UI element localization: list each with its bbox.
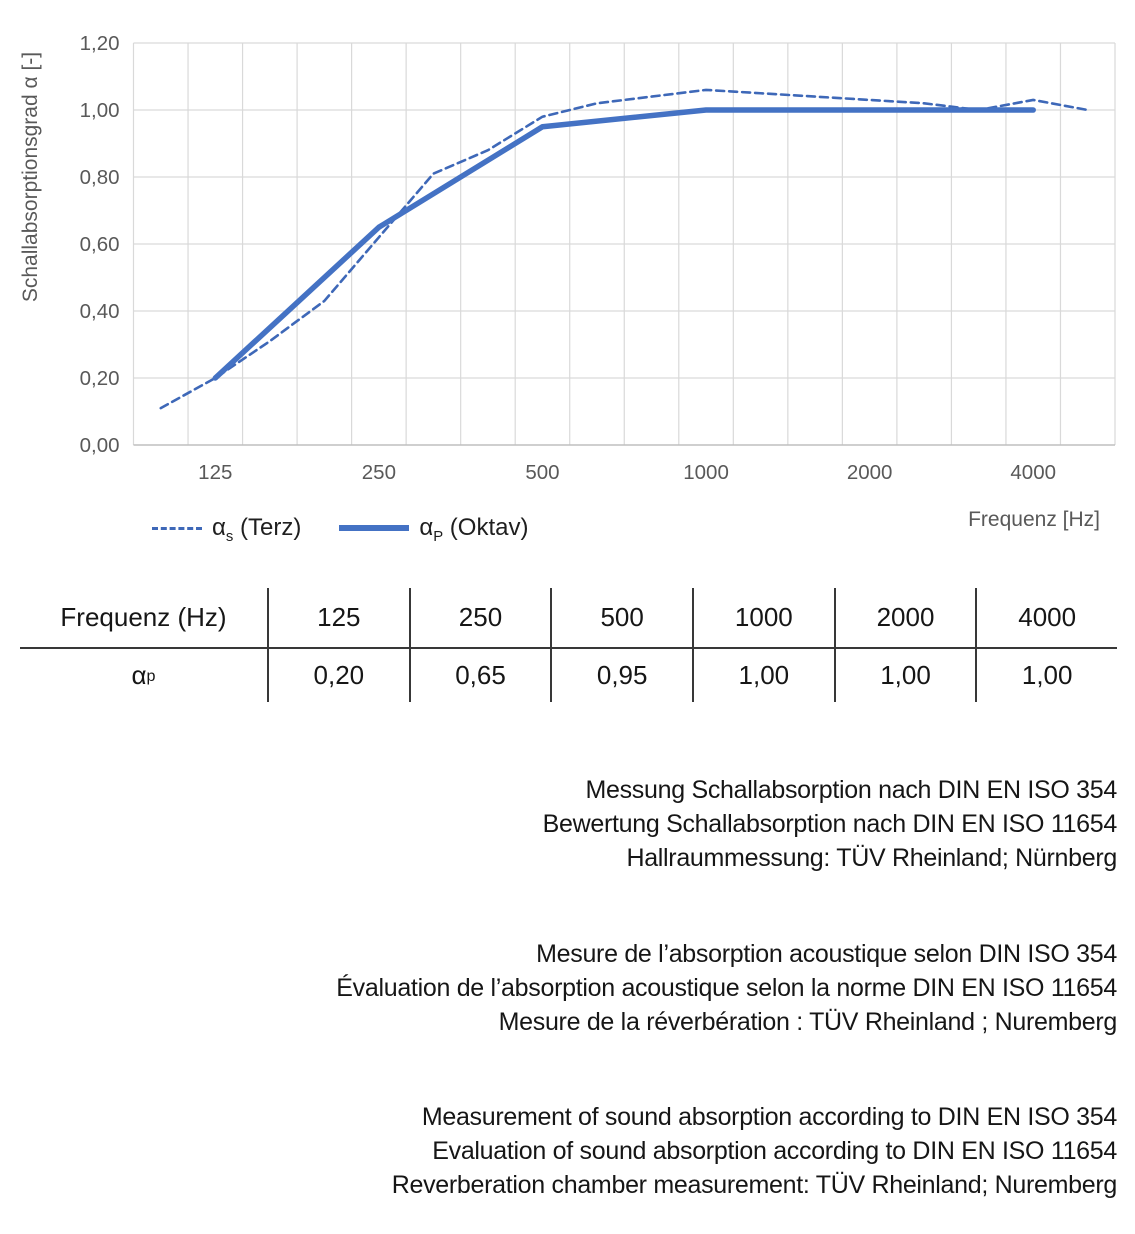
table-cell-value: 0,65	[409, 647, 551, 702]
solid-line-swatch-icon	[339, 525, 409, 531]
x-axis-title: Frequenz [Hz]	[968, 508, 1100, 531]
notes-french	[0, 937, 1135, 1039]
x-tick-label: 4000	[1010, 461, 1057, 484]
notes-english	[0, 1100, 1135, 1202]
frequency-table	[20, 588, 1117, 702]
table-header-frequency: Frequenz (Hz)	[60, 602, 227, 632]
legend-label: $\alpha_P$ (Oktav)	[419, 514, 529, 545]
y-tick-label: 0,20	[79, 367, 120, 390]
note-line: Evaluation of sound absorption according to DIN EN ISO 11654	[432, 1137, 1117, 1165]
dashed-line-swatch-icon	[152, 527, 202, 530]
x-tick-label: 125	[198, 461, 233, 484]
notes-german	[0, 773, 1135, 875]
note-line: Mesure de la réverbération : TÜV Rheinland ; Nuremberg	[498, 1008, 1117, 1036]
note-line: Mesure de l’absorption acoustique selon DIN ISO 354	[536, 940, 1117, 968]
legend-item-alpha-p	[339, 514, 529, 545]
note-line: Messung Schallabsorption nach DIN EN ISO 354	[585, 776, 1117, 804]
table-header-value: 125	[267, 588, 409, 647]
x-tick-label: 2000	[846, 461, 893, 484]
table-header-value: 2000	[834, 588, 976, 647]
chart-plot-area	[0, 0, 1135, 500]
y-axis-title: Schallabsorptionsgrad α [-]	[19, 51, 42, 303]
table-header-value: 250	[409, 588, 551, 647]
x-tick-label: 1000	[683, 461, 729, 484]
chart-legend	[152, 514, 529, 545]
absorption-chart	[0, 0, 1135, 588]
note-line: Reverberation chamber measurement: TÜV Rheinland; Nuremberg	[391, 1171, 1117, 1199]
table-header-value: 500	[550, 588, 692, 647]
note-line: Évaluation de l’absorption acoustique selon la norme DIN EN ISO 11654	[336, 974, 1117, 1002]
legend-label: $\alpha_s$ (Terz)	[212, 514, 302, 545]
table-row-label-alpha-p: α p	[20, 647, 267, 702]
table-header-value: 4000	[975, 588, 1117, 647]
y-tick-label: 0,00	[79, 434, 120, 457]
x-tick-label: 500	[525, 461, 560, 484]
y-tick-label: 1,20	[79, 32, 120, 55]
y-tick-label: 0,80	[79, 166, 120, 189]
y-tick-label: 1,00	[79, 99, 120, 122]
note-line: Bewertung Schallabsorption nach DIN EN ISO 11654	[542, 810, 1117, 838]
y-tick-label: 0,40	[79, 300, 120, 323]
table-cell-value: 1,00	[975, 647, 1117, 702]
note-line: Measurement of sound absorption according to DIN EN ISO 354	[421, 1103, 1117, 1131]
table-cell-value: 1,00	[834, 647, 976, 702]
y-tick-label: 0,60	[79, 233, 120, 256]
table-cell-value: 0,95	[550, 647, 692, 702]
legend-item-alpha-s	[152, 514, 302, 545]
x-tick-label: 250	[361, 461, 396, 484]
note-line: Hallraummessung: TÜV Rheinland; Nürnberg	[626, 844, 1117, 872]
table-cell-value: 0,20	[267, 647, 409, 702]
table-cell-value: 1,00	[692, 647, 834, 702]
table-header-value: 1000	[692, 588, 834, 647]
